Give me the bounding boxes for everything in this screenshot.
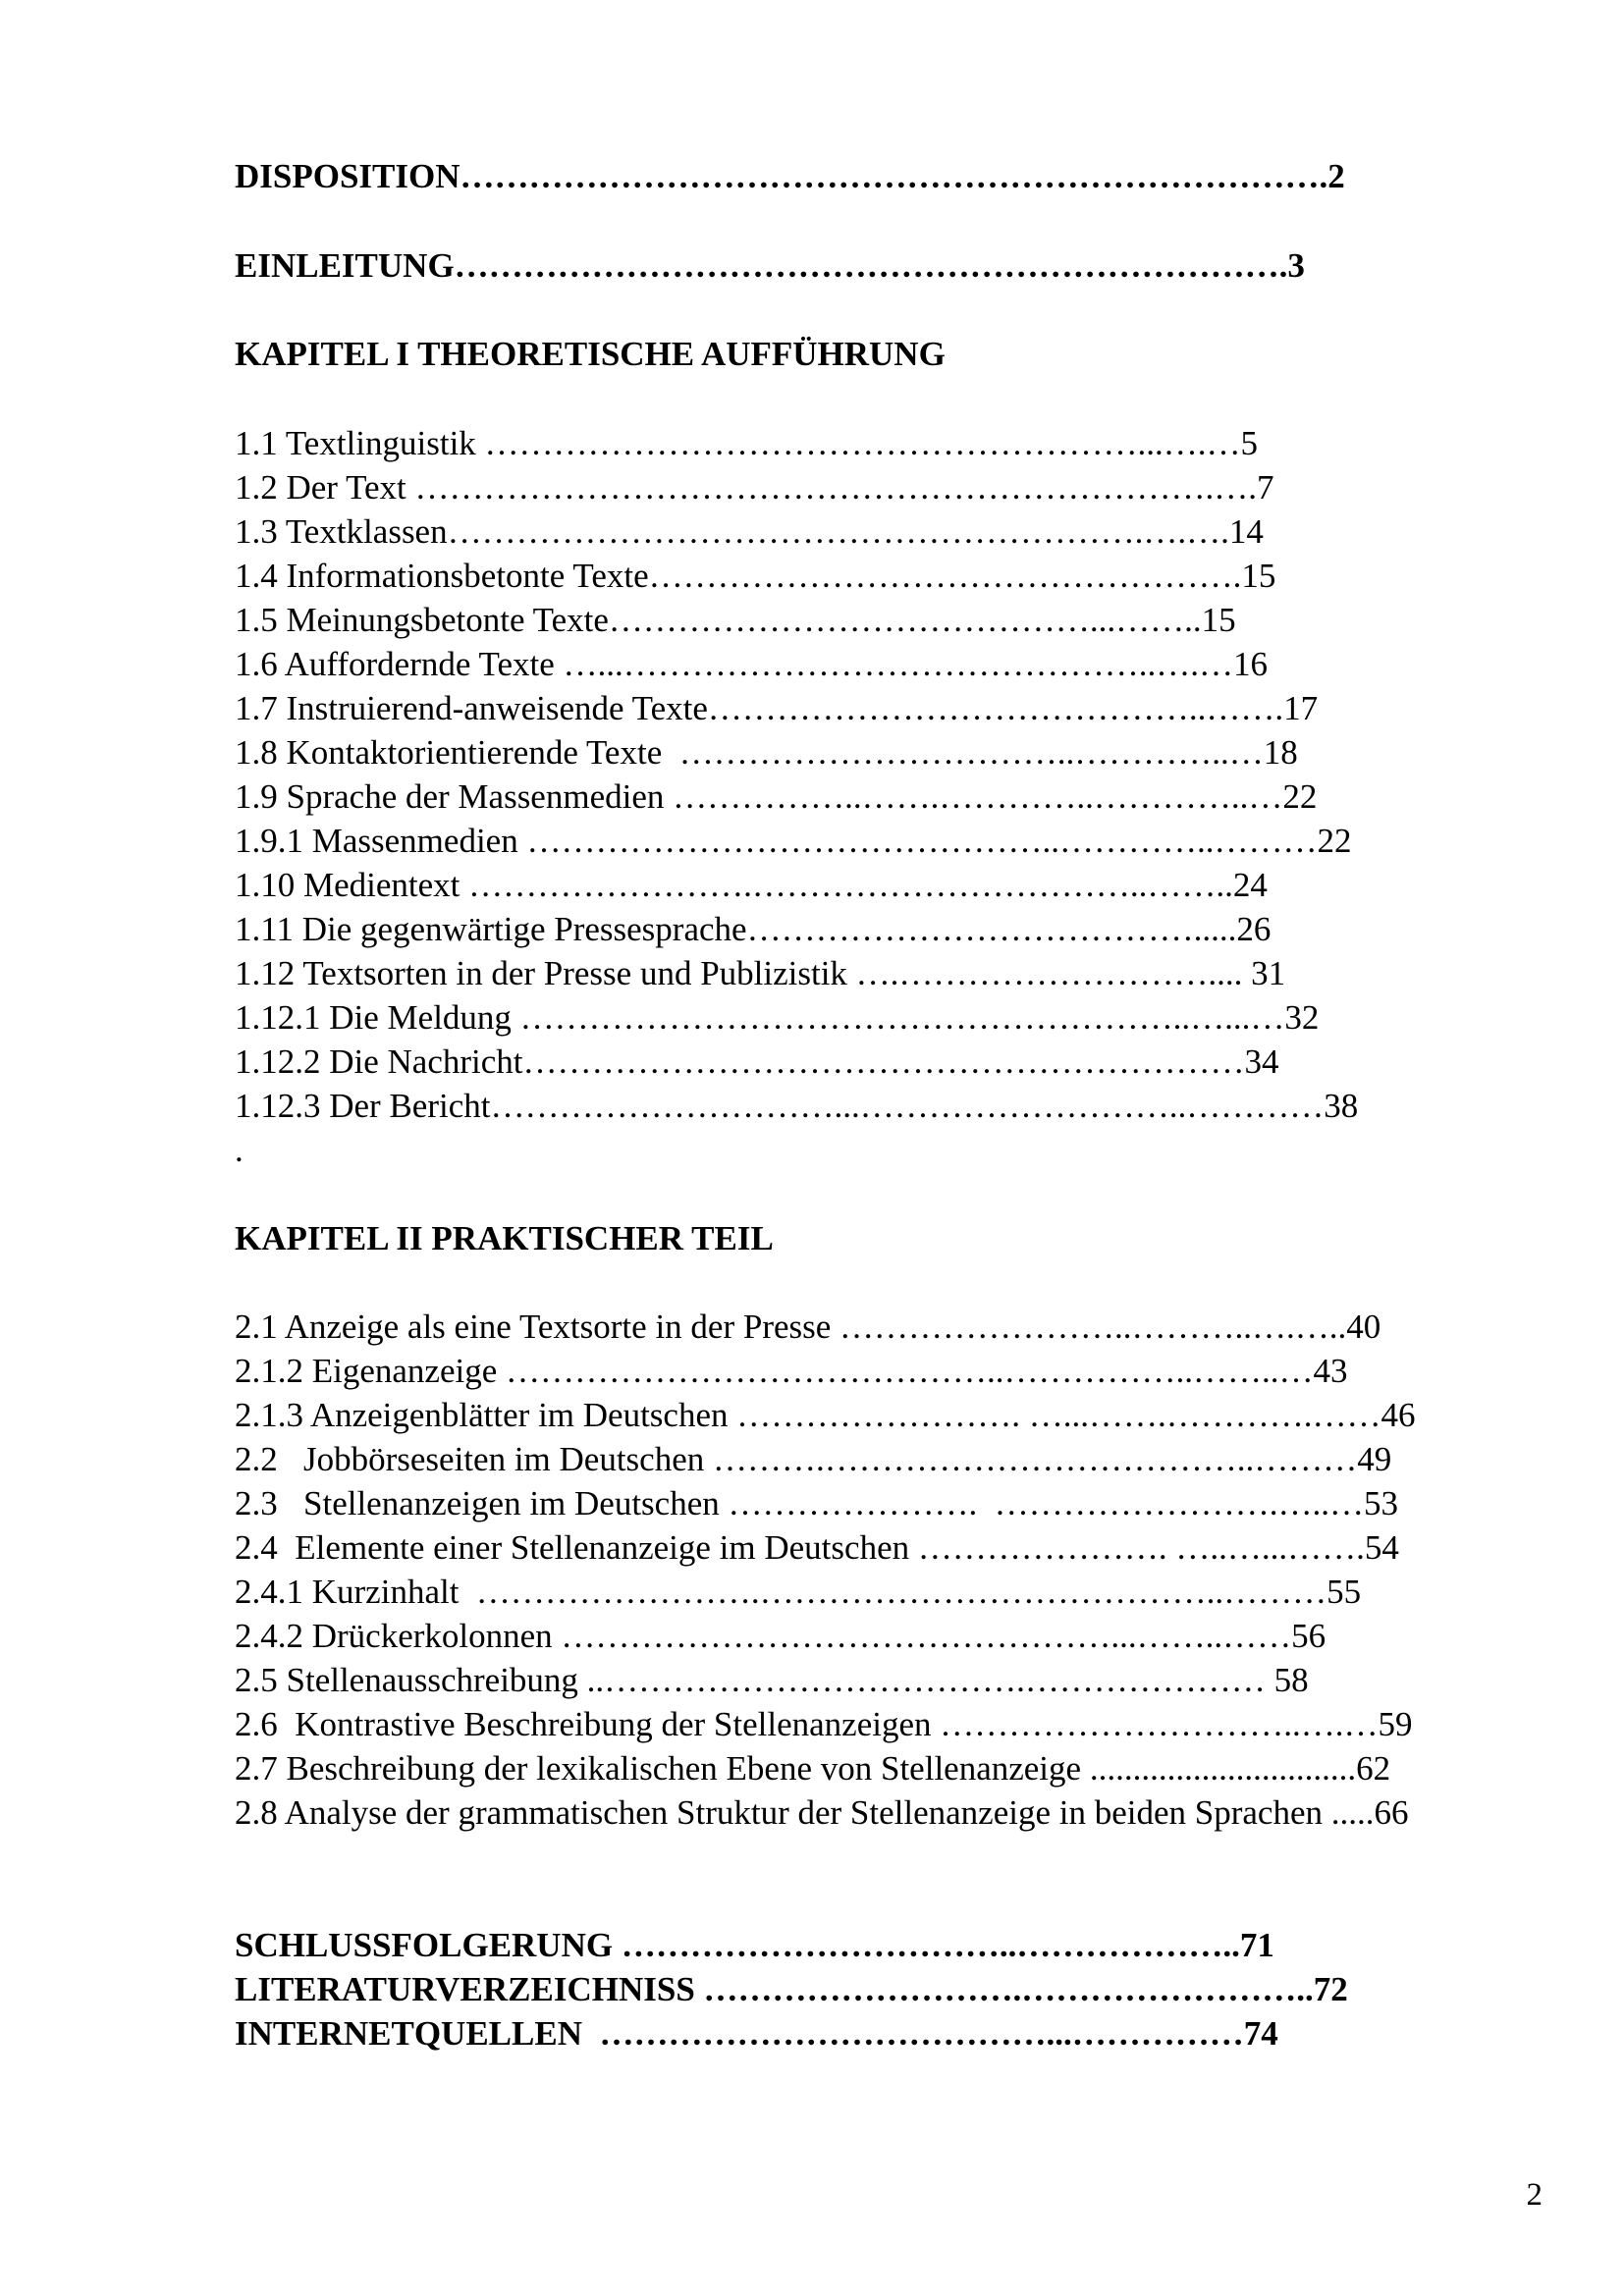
toc-entry: 1.9.1 Massenmedien ………………………………………..…………..………22: [235, 822, 1352, 860]
toc-entry-internetquellen: INTERNETQUELLEN …………………………………...……………74: [235, 2014, 1278, 2053]
toc-entry: 1.12 Textsorten in der Presse und Publizistik ….……………………….... 31: [235, 954, 1286, 992]
toc-entry-einleitung: EINLEITUNG……………………………………………………………….3: [235, 246, 1305, 285]
toc-entry: 2.4 Elemente einer Stellenanzeige im Deutschen …………………. …..…...…….54: [235, 1528, 1399, 1567]
toc-entry: 1.5 Meinungsbetonte Texte……………………………………...……..15: [235, 601, 1236, 639]
toc-entry: 1.2 Der Text …………………………………………………………….….7: [235, 468, 1274, 507]
toc-entry: 1.4 Informationsbetonte Texte…………………………………………….15: [235, 557, 1276, 595]
toc-entry: 2.2 Jobbörseseiten im Deutschen ……….………………………………..………49: [235, 1440, 1392, 1478]
chapter-1-heading: KAPITEL I THEORETISCHE AUFFÜHRUNG: [235, 335, 946, 373]
toc-entry: 1.7 Instruierend-anweisende Texte……………………………………..…….17: [235, 689, 1319, 727]
toc-entry: 2.5 Stellenausschreibung ..……………………………….………………… 58: [235, 1661, 1309, 1699]
chapter-2-heading: KAPITEL II PRAKTISCHER TEIL: [235, 1219, 774, 1257]
page-number: 2: [1526, 2177, 1543, 2213]
toc-entry: 2.6 Kontrastive Beschreibung der Stellenanzeigen …………………………..….…59: [235, 1705, 1413, 1743]
toc-entry: 1.12.1 Die Meldung …………………………………………………..…...…32: [235, 998, 1320, 1037]
toc-entry: 1.1 Textlinguistik …………………………………………………...….…5: [235, 424, 1259, 462]
toc-entry-literaturverzeichnis: LITERATURVERZEICHNISS ……………………….……………………..72: [235, 1970, 1348, 2008]
toc-entry-disposition: DISPOSITION………………………………………………………………….2: [235, 157, 1345, 195]
toc-entry: 1.9 Sprache der Massenmedien ……………..…….…………..…………..…22: [235, 777, 1318, 816]
toc-entry: 2.7 Beschreibung der lexikalischen Ebene von Stellenanzeige ...............................62: [235, 1749, 1391, 1788]
toc-entry: 2.1.2 Eigenanzeige ……………………………………..……………..……..…43: [235, 1352, 1348, 1390]
toc-entry: 1.12.2 Die Nachricht………………………………………………………34: [235, 1042, 1279, 1081]
toc-entry: 1.3 Textklassen…………………………………………………….….….14: [235, 512, 1264, 551]
toc-entry: 2.8 Analyse der grammatischen Struktur der Stellenanzeige in beiden Sprachen .....66: [235, 1793, 1409, 1832]
toc-stray-dot: .: [235, 1131, 244, 1169]
toc-entry: 1.12.3 Der Bericht…………………………...………………………..…………38: [235, 1087, 1359, 1125]
toc-entry: 2.4.2 Drückerkolonnen …………………………………………...……..……56: [235, 1617, 1326, 1655]
toc-entry-schlussfolgerung: SCHLUSSFOLGERUNG ……………………………..………………..71: [235, 1926, 1274, 1964]
toc-entry: 1.6 Auffordernde Texte …...………………………………………..….…16: [235, 645, 1268, 683]
toc-entry: 2.4.1 Kurzinhalt …………………….…………………………………..………55: [235, 1573, 1362, 1611]
toc-entry: 1.11 Die gegenwärtige Pressesprache………………………………….....26: [235, 910, 1272, 948]
toc-entry: 1.8 Kontaktorientierende Texte ……………………………..…………..…18: [235, 733, 1298, 772]
toc-entry: 2.1 Anzeige als eine Textsorte in der Presse ……………………..………..….…..40: [235, 1308, 1381, 1346]
toc-entry: 2.3 Stellenanzeigen im Deutschen …………………. …………………….…..…53: [235, 1484, 1398, 1522]
toc-entry: 1.10 Medientext …………………….……………………………..……..24: [235, 866, 1268, 904]
toc-entry: 2.1.3 Anzeigenblätter im Deutschen ……………………. …...…….………….……46: [235, 1396, 1416, 1434]
